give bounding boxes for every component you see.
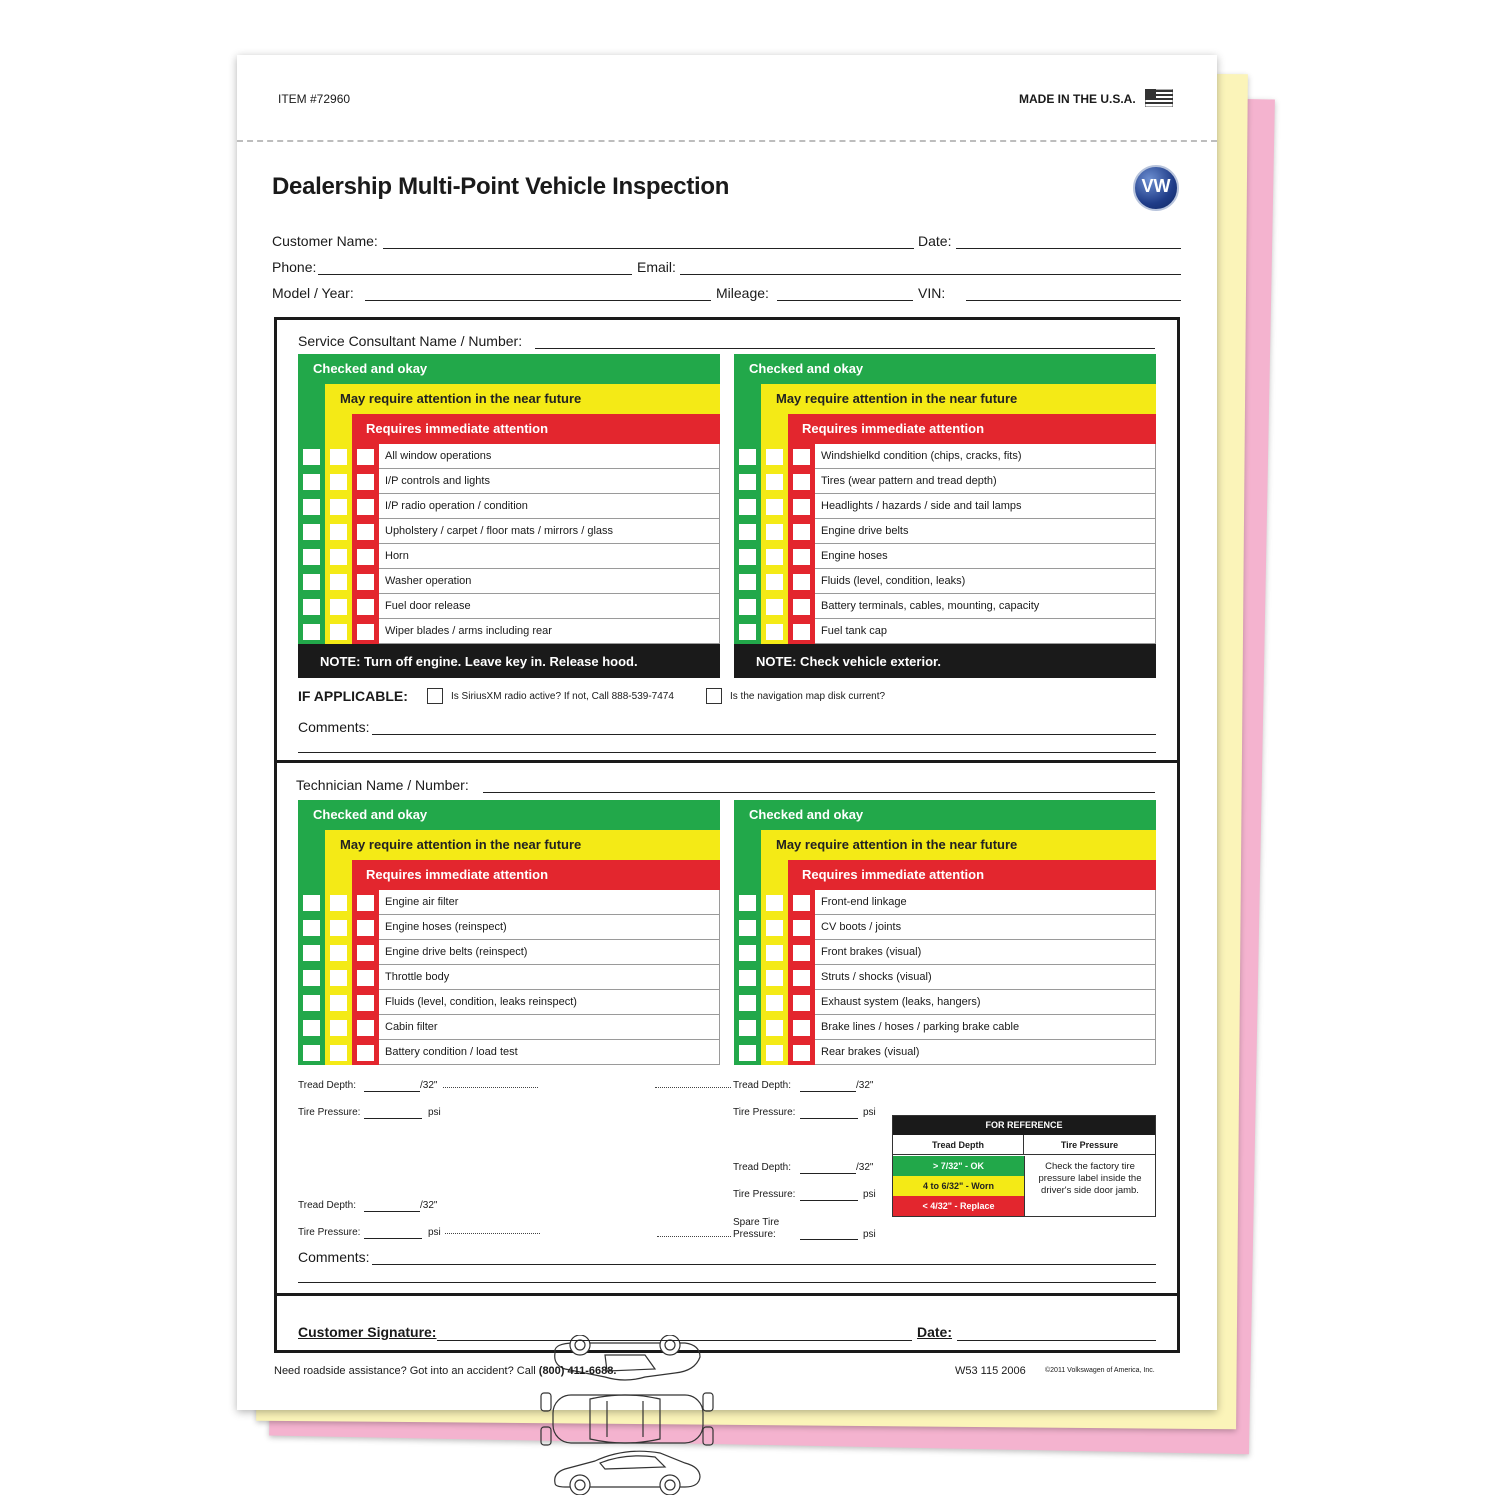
attention-checkbox[interactable] bbox=[330, 524, 347, 540]
checklist-item: Rear brakes (visual) bbox=[815, 1040, 1156, 1065]
tread-ok: > 7/32" - OK bbox=[893, 1156, 1024, 1176]
tire-pressure-label: Tire Pressure: bbox=[733, 1107, 796, 1118]
if-applicable-label: IF APPLICABLE: bbox=[298, 688, 408, 704]
sirius-text: Is SiriusXM radio active? If not, Call 888-539-7474 bbox=[451, 691, 674, 702]
attention-checkbox[interactable] bbox=[766, 474, 783, 490]
checklist-row bbox=[734, 1015, 1156, 1040]
checklist-item: Struts / shocks (visual) bbox=[815, 965, 1156, 990]
checklist-item: Throttle body bbox=[379, 965, 720, 990]
customer-signature-field[interactable] bbox=[437, 1340, 912, 1341]
date-label: Date: bbox=[918, 233, 952, 249]
immediate-checkbox[interactable] bbox=[793, 449, 810, 465]
checklist-item: Fluids (level, condition, leaks) bbox=[815, 569, 1156, 594]
attention-checkbox[interactable] bbox=[766, 524, 783, 540]
attention-checkbox[interactable] bbox=[766, 895, 783, 911]
legend-red: Requires immediate attention bbox=[788, 860, 1156, 890]
right-note-bar: NOTE: Check vehicle exterior. bbox=[734, 644, 1156, 678]
attention-checkbox[interactable] bbox=[766, 549, 783, 565]
checklist-item: Fluids (level, condition, leaks reinspect) bbox=[379, 990, 720, 1015]
ok-checkbox[interactable] bbox=[739, 474, 756, 490]
legend-yellow: May require attention in the near future bbox=[325, 384, 720, 414]
phone-label: Phone: bbox=[272, 259, 317, 275]
tech-comments-field[interactable] bbox=[372, 1264, 1156, 1265]
form-number: W53 115 2006 bbox=[955, 1365, 1026, 1377]
attention-checkbox[interactable] bbox=[766, 449, 783, 465]
attention-checkbox[interactable] bbox=[330, 970, 347, 986]
checklist-row bbox=[298, 965, 720, 990]
checklist-item: Washer operation bbox=[379, 569, 720, 594]
attention-checkbox[interactable] bbox=[330, 449, 347, 465]
item-number: ITEM #72960 bbox=[278, 92, 351, 106]
checklist-row bbox=[298, 915, 720, 940]
technician-label: Technician Name / Number: bbox=[296, 777, 469, 793]
checklist-item: Battery condition / load test bbox=[379, 1040, 720, 1065]
immediate-checkbox[interactable] bbox=[793, 995, 810, 1011]
immediate-checkbox[interactable] bbox=[357, 624, 374, 640]
ok-checkbox[interactable] bbox=[739, 970, 756, 986]
psi-unit: psi bbox=[428, 1227, 441, 1238]
attention-checkbox[interactable] bbox=[330, 574, 347, 590]
nav-checkbox[interactable] bbox=[706, 688, 722, 704]
immediate-checkbox[interactable] bbox=[357, 599, 374, 615]
attention-checkbox[interactable] bbox=[330, 995, 347, 1011]
legend-yellow: May require attention in the near future bbox=[325, 830, 720, 860]
attention-checkbox[interactable] bbox=[330, 474, 347, 490]
checklist-row bbox=[298, 444, 720, 469]
tire-pressure-field-front-left[interactable] bbox=[364, 1118, 422, 1119]
immediate-checkbox[interactable] bbox=[357, 549, 374, 565]
checklist-item: Fuel door release bbox=[379, 594, 720, 619]
checklist-row bbox=[298, 990, 720, 1015]
checklist-row bbox=[734, 940, 1156, 965]
immediate-checkbox[interactable] bbox=[793, 970, 810, 986]
tech-comments-label: Comments: bbox=[298, 1249, 370, 1265]
psi-unit: psi bbox=[428, 1107, 441, 1118]
checklist-row bbox=[734, 890, 1156, 915]
leader-line bbox=[445, 1233, 540, 1234]
attention-checkbox[interactable] bbox=[766, 920, 783, 936]
ok-checkbox[interactable] bbox=[303, 499, 320, 515]
checklist-item: Battery terminals, cables, mounting, capacity bbox=[815, 594, 1156, 619]
reference-col-tread: Tread Depth bbox=[893, 1135, 1024, 1155]
attention-checkbox[interactable] bbox=[766, 499, 783, 515]
ok-checkbox[interactable] bbox=[303, 895, 320, 911]
ok-checkbox[interactable] bbox=[303, 920, 320, 936]
ok-checkbox[interactable] bbox=[303, 599, 320, 615]
tread-depth-field-front-left[interactable] bbox=[364, 1091, 420, 1092]
attention-checkbox[interactable] bbox=[766, 624, 783, 640]
customer-name-label: Customer Name: bbox=[272, 233, 378, 249]
tech-right-panel bbox=[734, 800, 1156, 1066]
service-comments-field[interactable] bbox=[372, 734, 1156, 735]
reference-header: FOR REFERENCE bbox=[893, 1116, 1155, 1135]
attention-checkbox[interactable] bbox=[330, 599, 347, 615]
inspection-frame bbox=[274, 317, 1180, 1353]
ok-checkbox[interactable] bbox=[303, 1045, 320, 1061]
psi-unit: psi bbox=[863, 1229, 876, 1240]
attention-checkbox[interactable] bbox=[330, 920, 347, 936]
perforation-line bbox=[237, 140, 1217, 142]
tech-left-panel bbox=[298, 800, 720, 1066]
tread-replace: < 4/32" - Replace bbox=[893, 1196, 1024, 1216]
immediate-checkbox[interactable] bbox=[793, 1020, 810, 1036]
checklist-item: Windshielkd condition (chips, cracks, fits) bbox=[815, 444, 1156, 469]
checklist-item: Wiper blades / arms including rear bbox=[379, 619, 720, 644]
checklist-row bbox=[298, 619, 720, 644]
leader-line bbox=[443, 1087, 538, 1088]
immediate-checkbox[interactable] bbox=[357, 995, 374, 1011]
checklist-row bbox=[734, 594, 1156, 619]
immediate-checkbox[interactable] bbox=[793, 895, 810, 911]
mileage-field[interactable] bbox=[777, 300, 913, 301]
checklist-item: All window operations bbox=[379, 444, 720, 469]
checklist-row bbox=[734, 915, 1156, 940]
ok-checkbox[interactable] bbox=[739, 895, 756, 911]
legend-yellow: May require attention in the near future bbox=[761, 384, 1156, 414]
immediate-checkbox[interactable] bbox=[793, 624, 810, 640]
leader-line bbox=[655, 1087, 731, 1088]
vin-label: VIN: bbox=[918, 285, 946, 301]
checklist-item: Brake lines / hoses / parking brake cable bbox=[815, 1015, 1156, 1040]
checklist-item: Engine drive belts (reinspect) bbox=[379, 940, 720, 965]
ok-checkbox[interactable] bbox=[739, 599, 756, 615]
psi-unit: psi bbox=[863, 1189, 876, 1200]
spare-tire-label: Spare Tire bbox=[733, 1217, 780, 1228]
legend-green: Checked and okay bbox=[734, 354, 1156, 384]
service-comments-field-2[interactable] bbox=[298, 752, 1156, 753]
attention-checkbox[interactable] bbox=[766, 1045, 783, 1061]
spare-pressure-field[interactable] bbox=[800, 1239, 858, 1240]
ok-checkbox[interactable] bbox=[303, 1020, 320, 1036]
consultant-field[interactable] bbox=[535, 348, 1155, 349]
immediate-checkbox[interactable] bbox=[793, 574, 810, 590]
ok-checkbox[interactable] bbox=[739, 524, 756, 540]
tire-pressure-label: Tire Pressure: bbox=[298, 1227, 361, 1238]
ok-checkbox[interactable] bbox=[739, 1045, 756, 1061]
tread-depth-field-front-right[interactable] bbox=[800, 1091, 856, 1092]
checklist-row bbox=[734, 544, 1156, 569]
service-comments-label: Comments: bbox=[298, 719, 370, 735]
ok-checkbox[interactable] bbox=[303, 574, 320, 590]
attention-checkbox[interactable] bbox=[766, 599, 783, 615]
tread-depth-label: Tread Depth: bbox=[733, 1162, 791, 1173]
ok-checkbox[interactable] bbox=[739, 549, 756, 565]
signature-divider bbox=[277, 1293, 1177, 1296]
inspection-form bbox=[237, 55, 1217, 1410]
checklist-item: Engine drive belts bbox=[815, 519, 1156, 544]
ok-checkbox[interactable] bbox=[303, 474, 320, 490]
legend-green: Checked and okay bbox=[734, 800, 1156, 830]
checklist-row bbox=[298, 469, 720, 494]
leader-line bbox=[657, 1236, 731, 1237]
tread-depth-label: Tread Depth: bbox=[298, 1080, 356, 1091]
immediate-checkbox[interactable] bbox=[357, 574, 374, 590]
tread-unit: /32" bbox=[420, 1080, 438, 1091]
immediate-checkbox[interactable] bbox=[357, 970, 374, 986]
reference-col-pressure: Tire Pressure bbox=[1024, 1135, 1155, 1155]
ok-checkbox[interactable] bbox=[303, 970, 320, 986]
service-left-panel bbox=[298, 354, 720, 679]
checklist-item: Horn bbox=[379, 544, 720, 569]
ok-checkbox[interactable] bbox=[739, 449, 756, 465]
ok-checkbox[interactable] bbox=[303, 624, 320, 640]
legend-yellow: May require attention in the near future bbox=[761, 830, 1156, 860]
form-title: Dealership Multi-Point Vehicle Inspection bbox=[272, 173, 730, 200]
roadside-footer: Need roadside assistance? Got into an accident? Call (800) 411-6688. bbox=[274, 1365, 617, 1377]
checklist-row bbox=[734, 965, 1156, 990]
checklist-row bbox=[298, 544, 720, 569]
model-year-field[interactable] bbox=[365, 300, 711, 301]
checklist-item: Tires (wear pattern and tread depth) bbox=[815, 469, 1156, 494]
tech-comments-field-2[interactable] bbox=[298, 1282, 1156, 1283]
section-divider bbox=[277, 760, 1177, 763]
immediate-checkbox[interactable] bbox=[357, 524, 374, 540]
email-field[interactable] bbox=[680, 274, 1181, 275]
checklist-item: Engine hoses bbox=[815, 544, 1156, 569]
checklist-item: Front-end linkage bbox=[815, 890, 1156, 915]
checklist-item: Fuel tank cap bbox=[815, 619, 1156, 644]
ok-checkbox[interactable] bbox=[303, 449, 320, 465]
sirius-checkbox[interactable] bbox=[427, 688, 443, 704]
model-year-label: Model / Year: bbox=[272, 285, 354, 301]
legend-red: Requires immediate attention bbox=[788, 414, 1156, 444]
legend-green: Checked and okay bbox=[298, 354, 720, 384]
service-right-panel bbox=[734, 354, 1156, 679]
tread-unit: /32" bbox=[856, 1080, 874, 1091]
checklist-row bbox=[298, 594, 720, 619]
tread-depth-label: Tread Depth: bbox=[298, 1200, 356, 1211]
attention-checkbox[interactable] bbox=[766, 970, 783, 986]
immediate-checkbox[interactable] bbox=[793, 1045, 810, 1061]
tire-pressure-label: Tire Pressure: bbox=[298, 1107, 361, 1118]
ok-checkbox[interactable] bbox=[739, 624, 756, 640]
ok-checkbox[interactable] bbox=[303, 524, 320, 540]
tire-pressure-field-rear-right[interactable] bbox=[800, 1200, 858, 1201]
checklist-row bbox=[734, 1040, 1156, 1065]
checklist-item: Engine hoses (reinspect) bbox=[379, 915, 720, 940]
attention-checkbox[interactable] bbox=[330, 1020, 347, 1036]
checklist-item: I/P radio operation / condition bbox=[379, 494, 720, 519]
attention-checkbox[interactable] bbox=[766, 995, 783, 1011]
left-note-bar: NOTE: Turn off engine. Leave key in. Release hood. bbox=[298, 644, 720, 678]
phone-field[interactable] bbox=[318, 274, 632, 275]
attention-checkbox[interactable] bbox=[766, 1020, 783, 1036]
checklist-item: I/P controls and lights bbox=[379, 469, 720, 494]
immediate-checkbox[interactable] bbox=[793, 549, 810, 565]
checklist-item: Engine air filter bbox=[379, 890, 720, 915]
checklist-row bbox=[298, 569, 720, 594]
checklist-row bbox=[734, 444, 1156, 469]
tread-unit: /32" bbox=[420, 1200, 438, 1211]
tread-depth-field-rear-left[interactable] bbox=[364, 1211, 420, 1212]
roadside-phone: (800) 411-6688. bbox=[538, 1365, 617, 1377]
date-field[interactable] bbox=[956, 248, 1181, 249]
signature-date-field[interactable] bbox=[957, 1340, 1156, 1341]
attention-checkbox[interactable] bbox=[330, 624, 347, 640]
reference-table bbox=[892, 1115, 1156, 1217]
checklist-row bbox=[298, 494, 720, 519]
attention-checkbox[interactable] bbox=[766, 574, 783, 590]
spare-pressure-label: Pressure: bbox=[733, 1229, 776, 1240]
ok-checkbox[interactable] bbox=[303, 995, 320, 1011]
mileage-label: Mileage: bbox=[716, 285, 769, 301]
ok-checkbox[interactable] bbox=[303, 945, 320, 961]
customer-name-field[interactable] bbox=[383, 248, 914, 249]
checklist-row bbox=[734, 990, 1156, 1015]
immediate-checkbox[interactable] bbox=[357, 895, 374, 911]
checklist-row bbox=[734, 619, 1156, 644]
immediate-checkbox[interactable] bbox=[357, 474, 374, 490]
checklist-item: CV boots / joints bbox=[815, 915, 1156, 940]
attention-checkbox[interactable] bbox=[330, 1045, 347, 1061]
vw-logo-icon: VW bbox=[1133, 165, 1179, 211]
ok-checkbox[interactable] bbox=[303, 549, 320, 565]
vehicle-diagram-icon bbox=[535, 1335, 715, 1495]
checklist-row bbox=[298, 1040, 720, 1065]
checklist-item: Upholstery / carpet / floor mats / mirrors / glass bbox=[379, 519, 720, 544]
immediate-checkbox[interactable] bbox=[357, 1045, 374, 1061]
immediate-checkbox[interactable] bbox=[357, 945, 374, 961]
legend-green: Checked and okay bbox=[298, 800, 720, 830]
checklist-item: Cabin filter bbox=[379, 1015, 720, 1040]
ok-checkbox[interactable] bbox=[739, 995, 756, 1011]
legend-red: Requires immediate attention bbox=[352, 860, 720, 890]
attention-checkbox[interactable] bbox=[330, 895, 347, 911]
checklist-row bbox=[298, 940, 720, 965]
attention-checkbox[interactable] bbox=[330, 549, 347, 565]
immediate-checkbox[interactable] bbox=[793, 920, 810, 936]
attention-checkbox[interactable] bbox=[330, 945, 347, 961]
immediate-checkbox[interactable] bbox=[793, 474, 810, 490]
ok-checkbox[interactable] bbox=[739, 574, 756, 590]
checklist-row bbox=[298, 890, 720, 915]
tread-unit: /32" bbox=[856, 1162, 874, 1173]
immediate-checkbox[interactable] bbox=[357, 449, 374, 465]
checklist-item: Front brakes (visual) bbox=[815, 940, 1156, 965]
pressure-reference-text: Check the factory tire pressure label inside the driver's side door jamb. bbox=[1038, 1161, 1142, 1196]
us-flag-icon bbox=[1145, 89, 1173, 107]
psi-unit: psi bbox=[863, 1107, 876, 1118]
checklist-row bbox=[734, 569, 1156, 594]
checklist-item: Headlights / hazards / side and tail lamps bbox=[815, 494, 1156, 519]
checklist-item: Exhaust system (leaks, hangers) bbox=[815, 990, 1156, 1015]
customer-signature-label: Customer Signature: bbox=[298, 1324, 437, 1340]
checklist-row bbox=[298, 519, 720, 544]
legend-red: Requires immediate attention bbox=[352, 414, 720, 444]
ok-checkbox[interactable] bbox=[739, 945, 756, 961]
tire-pressure-field-front-right[interactable] bbox=[800, 1118, 858, 1119]
checklist-row bbox=[734, 494, 1156, 519]
ok-checkbox[interactable] bbox=[739, 920, 756, 936]
made-in-usa: MADE IN THE U.S.A. bbox=[1019, 92, 1136, 106]
vin-field[interactable] bbox=[966, 300, 1181, 301]
ok-checkbox[interactable] bbox=[739, 499, 756, 515]
checklist-row bbox=[734, 469, 1156, 494]
immediate-checkbox[interactable] bbox=[357, 499, 374, 515]
checklist-row bbox=[298, 1015, 720, 1040]
signature-date-label: Date: bbox=[917, 1324, 953, 1340]
nav-text: Is the navigation map disk current? bbox=[730, 691, 886, 702]
consultant-label: Service Consultant Name / Number: bbox=[298, 333, 523, 349]
immediate-checkbox[interactable] bbox=[793, 499, 810, 515]
tire-pressure-label: Tire Pressure: bbox=[733, 1189, 796, 1200]
tire-pressure-field-rear-left[interactable] bbox=[364, 1238, 422, 1239]
immediate-checkbox[interactable] bbox=[793, 524, 810, 540]
immediate-checkbox[interactable] bbox=[357, 1020, 374, 1036]
attention-checkbox[interactable] bbox=[330, 499, 347, 515]
ok-checkbox[interactable] bbox=[739, 1020, 756, 1036]
technician-field[interactable] bbox=[483, 792, 1155, 793]
tread-worn: 4 to 6/32" - Worn bbox=[893, 1176, 1024, 1196]
checklist-row bbox=[734, 519, 1156, 544]
attention-checkbox[interactable] bbox=[766, 945, 783, 961]
email-label: Email: bbox=[637, 259, 676, 275]
immediate-checkbox[interactable] bbox=[793, 945, 810, 961]
immediate-checkbox[interactable] bbox=[357, 920, 374, 936]
immediate-checkbox[interactable] bbox=[793, 599, 810, 615]
tread-depth-label: Tread Depth: bbox=[733, 1080, 791, 1091]
tread-depth-field-rear-right[interactable] bbox=[800, 1173, 856, 1174]
copyright: ©2011 Volkswagen of America, Inc. bbox=[1045, 1367, 1155, 1374]
